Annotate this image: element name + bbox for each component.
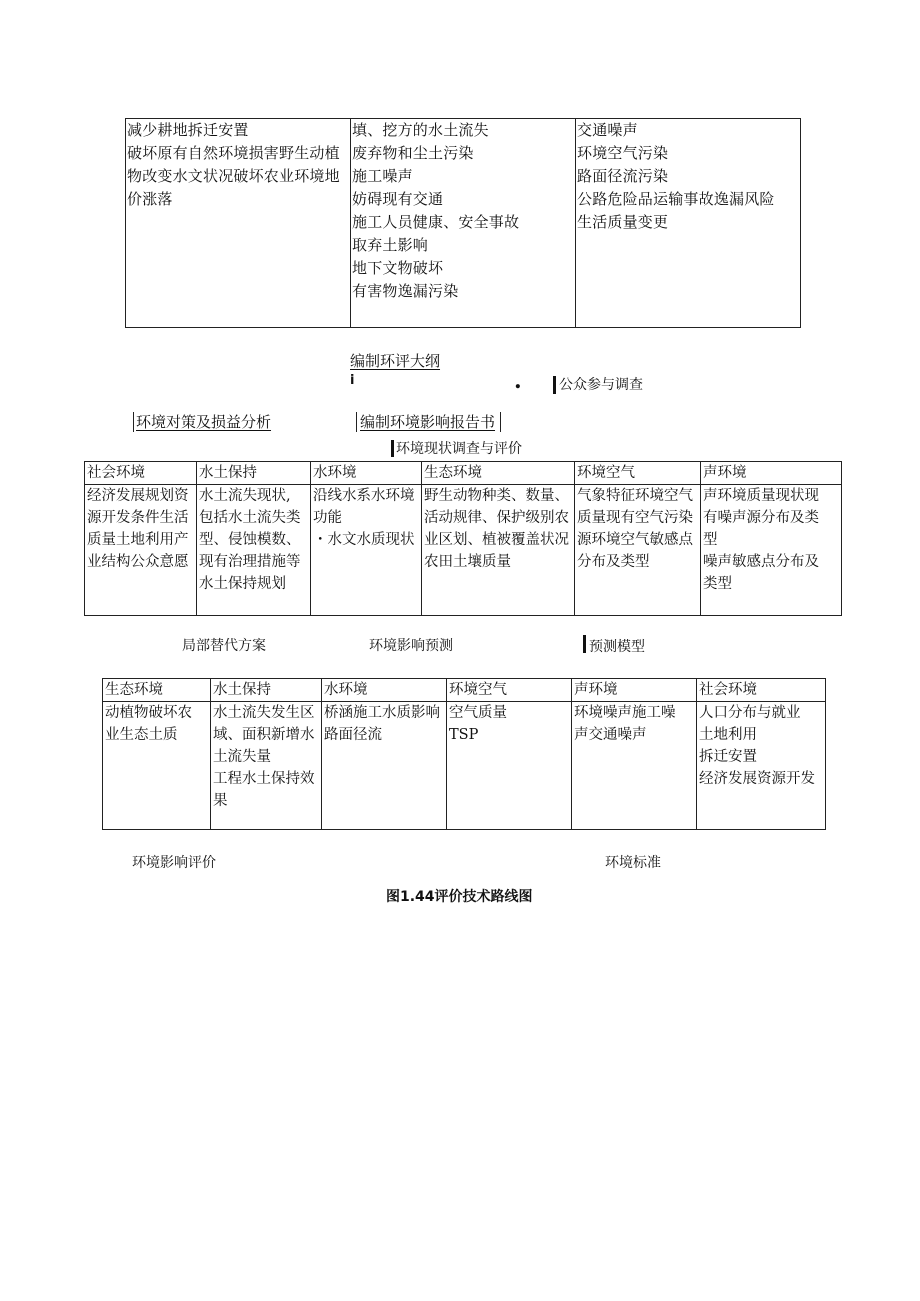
status-cell-line: 包括水土流失类 (199, 510, 301, 526)
prediction-cell-line: 业生态土质 (105, 727, 178, 743)
status-header: 声环境 (701, 462, 842, 485)
status-cell (701, 485, 842, 616)
prediction-header: 水土保持 (211, 679, 322, 702)
prediction-cell (103, 702, 211, 830)
impact-line: 妨碍现有交通 (352, 190, 444, 208)
prediction-cell-line: TSP (449, 727, 479, 743)
status-cell-line: 沿线水系水环境 (313, 488, 415, 504)
public-label: 公众参与调查 (559, 377, 643, 393)
impact-line: 废弃物和尘土污染 (352, 144, 474, 162)
impact-line: 施工人员健康、安全事故 (352, 213, 520, 231)
prediction-cell-line: 经济发展资源开发 (699, 771, 815, 787)
report-label: 编制环境影响报告书 (360, 413, 496, 431)
prediction-cell-line: 声交通噪声 (574, 727, 647, 743)
prediction-table (102, 678, 826, 830)
status-cell-line: 业区划、植被覆盖状况 (424, 532, 569, 548)
impact-line: 破坏原有自然环境损害野生动植 (127, 144, 340, 162)
status-cell-line: 经济发展规划资 (87, 488, 189, 504)
report-tick (356, 412, 357, 432)
status-header: 水环境 (311, 462, 422, 485)
impact-line: 交通噪声 (577, 121, 638, 139)
status-cell-line: 活动规律、保护级别农 (424, 510, 569, 526)
status-cell-line: 噪声敏感点分布及 (703, 554, 819, 570)
prediction-cell (697, 702, 826, 830)
impact-line: 价涨落 (127, 190, 173, 208)
prediction-cell-line: 人口分布与就业 (699, 705, 801, 721)
status-cell (197, 485, 311, 616)
status-cell-line: 水土流失现状, (199, 488, 291, 504)
prediction-header: 水环境 (322, 679, 447, 702)
prediction-header: 环境空气 (447, 679, 572, 702)
prediction-cell-line: 工程水土保持效 (213, 771, 315, 787)
prediction-header: 生态环境 (103, 679, 211, 702)
mark-dot: . (514, 368, 522, 394)
impact-line: 取弃土影响 (352, 236, 429, 254)
status-cell-line: 质量现有空气污染 (577, 510, 693, 526)
impact-col-land (127, 119, 349, 211)
prediction-cell (572, 702, 697, 830)
impact-line: 有害物逸漏污染 (352, 282, 459, 300)
status-cell-line: 质量土地利用产 (87, 532, 189, 548)
prediction-cell-line: 土流失量 (213, 749, 271, 765)
standard-label: 环境标准 (605, 855, 661, 871)
status-cell-line: 源环境空气敏感点 (577, 532, 693, 548)
figure-caption: 图1.44评价技术路线图 (386, 889, 533, 905)
prediction-cell (447, 702, 572, 830)
status-cell-line: 型 (703, 532, 718, 548)
impact-line: 施工噪声 (352, 167, 413, 185)
status-header: 生态环境 (422, 462, 575, 485)
status-cell-line: 农田土壤质量 (424, 554, 511, 570)
prediction-header: 社会环境 (697, 679, 826, 702)
status-cell (311, 485, 422, 616)
impact-col-operation (577, 119, 799, 234)
outline-label: 编制环评大纲 (350, 352, 441, 370)
status-cell-line: ・水文水质现状 (313, 532, 415, 548)
status-table (84, 461, 842, 616)
status-cell-line: 业结构公众意愿 (87, 554, 189, 570)
impact-line: 公路危险品运输事故逸漏风险 (577, 190, 775, 208)
countermeasures-label: 环境对策及损益分析 (136, 413, 272, 431)
status-cell-line: 声环境质量现状现 (703, 488, 819, 504)
mark-i: i (350, 373, 355, 388)
model-label: 预测模型 (589, 639, 645, 655)
prediction-cell-line: 路面径流 (324, 727, 382, 743)
alternative-label: 局部替代方案 (182, 638, 266, 654)
status-cell-line: 源开发条件生活 (87, 510, 189, 526)
impact-col-construction (352, 119, 574, 303)
status-cell-line: 有噪声源分布及类 (703, 510, 819, 526)
prediction-label: 环境影响预测 (369, 638, 453, 654)
prediction-cell-line: 动植物破坏农 (105, 705, 192, 721)
assessment-label: 环境影响评价 (132, 855, 216, 871)
status-cell-line: 野生动物种类、数量、 (424, 488, 569, 504)
status-bar (391, 440, 394, 457)
prediction-cell-line: 空气质量 (449, 705, 507, 721)
prediction-cell (211, 702, 322, 830)
countermeasures-tick (133, 412, 134, 432)
status-cell-line: 水土保持规划 (199, 576, 286, 592)
status-header: 环境空气 (575, 462, 701, 485)
impact-line: 环境空气污染 (577, 144, 669, 162)
status-cell-line: 现有治理措施等 (199, 554, 301, 570)
status-header: 水土保持 (197, 462, 311, 485)
prediction-cell-line: 土地利用 (699, 727, 757, 743)
impact-line: 填、挖方的水土流失 (352, 121, 489, 139)
prediction-cell-line: 水土流失发生区 (213, 705, 315, 721)
status-cell-line: 气象特征环境空气 (577, 488, 693, 504)
status-cell-line: 类型 (703, 576, 732, 592)
status-header: 社会环境 (85, 462, 197, 485)
impact-line: 物改变水文状况破坏农业环境地 (127, 167, 340, 185)
prediction-cell-line: 环境噪声施工噪 (574, 705, 676, 721)
prediction-cell-line: 拆迁安置 (699, 749, 757, 765)
report-tick-right (500, 412, 501, 432)
status-cell-line: 分布及类型 (577, 554, 650, 570)
prediction-cell-line: 果 (213, 793, 228, 809)
status-cell (422, 485, 575, 616)
status-cell-line: 型、侵蚀模数、 (199, 532, 301, 548)
status-cell (85, 485, 197, 616)
status-label: 环境现状调查与评价 (396, 441, 522, 457)
model-bar (583, 635, 586, 653)
status-cell (575, 485, 701, 616)
status-cell-line: 功能 (313, 510, 342, 526)
public-bar (553, 376, 556, 394)
impact-table-divider-2 (575, 118, 576, 328)
impact-line: 地下文物破坏 (352, 259, 444, 277)
impact-line: 生活质量变更 (577, 213, 669, 231)
prediction-cell (322, 702, 447, 830)
prediction-cell-line: 域、面积新增水 (213, 727, 315, 743)
impact-line: 路面径流污染 (577, 167, 669, 185)
impact-line: 减少耕地拆迁安置 (127, 121, 249, 139)
prediction-header: 声环境 (572, 679, 697, 702)
prediction-cell-line: 桥涵施工水质影响 (324, 705, 440, 721)
impact-table-divider-1 (350, 118, 351, 328)
